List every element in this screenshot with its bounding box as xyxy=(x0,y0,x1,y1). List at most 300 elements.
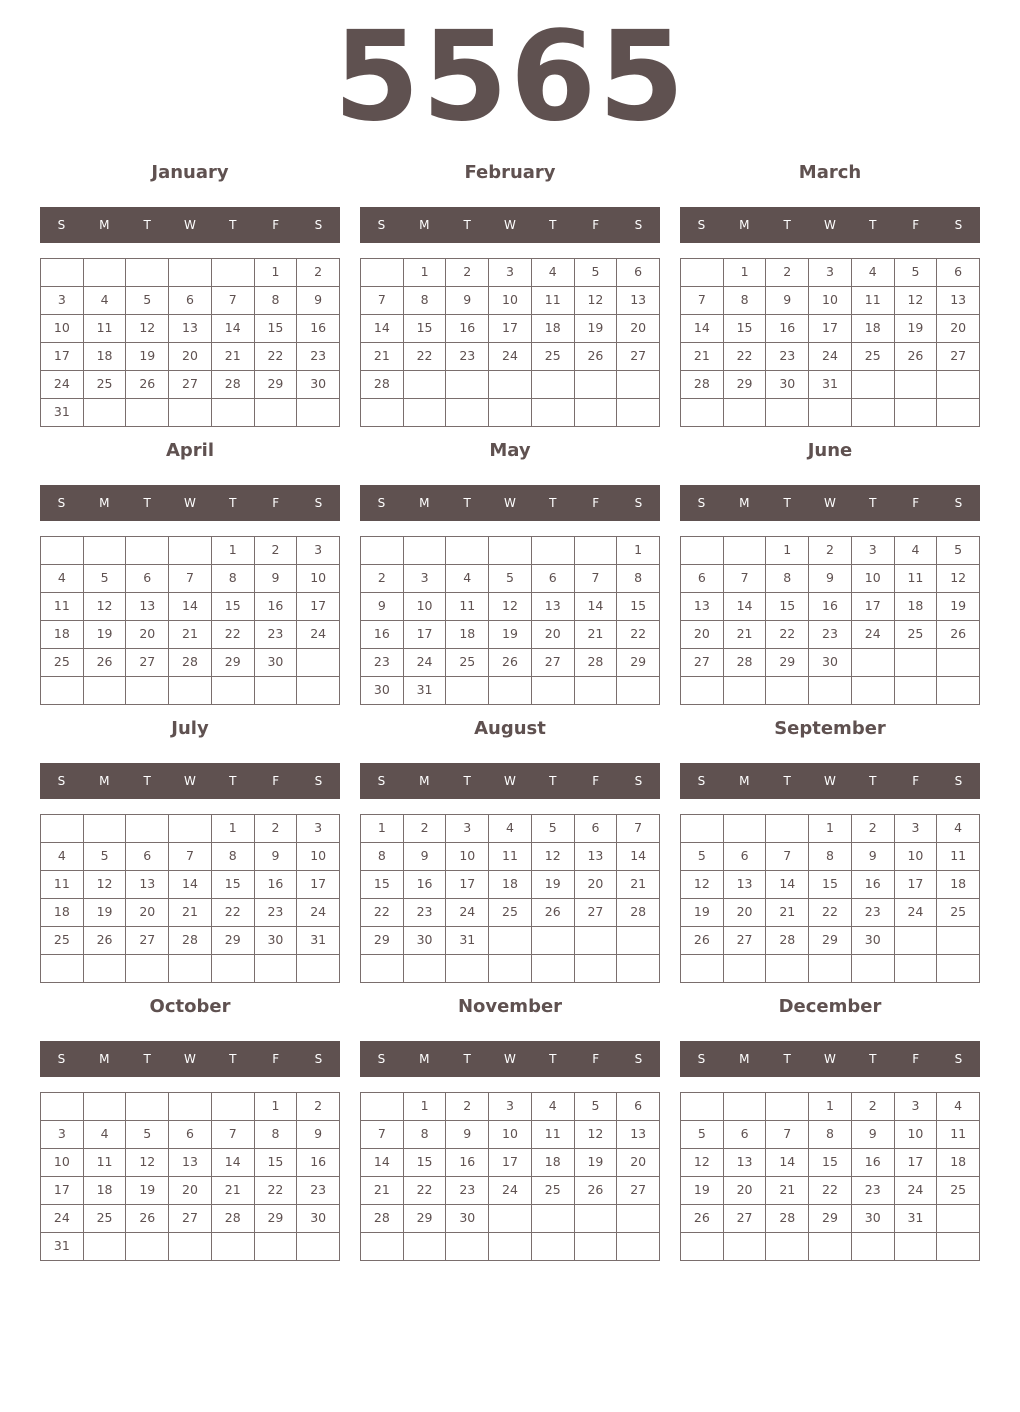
weekday-label: S xyxy=(634,774,643,788)
day-cell: 10 xyxy=(446,843,489,871)
day-cell: 31 xyxy=(41,399,84,427)
empty-cell xyxy=(404,399,447,427)
weekday-label: S xyxy=(377,774,386,788)
day-grid xyxy=(360,536,660,705)
day-cell: 16 xyxy=(852,871,895,899)
day-cell: 20 xyxy=(126,621,169,649)
day-cell: 23 xyxy=(446,1177,489,1205)
weekday-header xyxy=(40,763,340,799)
day-cell: 4 xyxy=(937,815,980,843)
day-cell: 9 xyxy=(404,843,447,871)
weekday-label: F xyxy=(592,496,600,510)
day-cell: 8 xyxy=(255,1121,298,1149)
empty-cell xyxy=(126,1233,169,1261)
day-cell: 30 xyxy=(404,927,447,955)
day-grid xyxy=(360,1092,660,1261)
month-july xyxy=(40,714,340,983)
day-cell: 1 xyxy=(809,1093,852,1121)
empty-cell xyxy=(895,649,938,677)
weekday-label: T xyxy=(549,218,557,232)
empty-cell xyxy=(724,1233,767,1261)
day-cell: 2 xyxy=(809,537,852,565)
day-cell: 26 xyxy=(681,927,724,955)
day-cell: 28 xyxy=(212,1205,255,1233)
empty-cell xyxy=(937,1205,980,1233)
day-cell: 6 xyxy=(532,565,575,593)
day-cell: 8 xyxy=(361,843,404,871)
empty-cell xyxy=(169,259,212,287)
day-cell: 24 xyxy=(809,343,852,371)
empty-cell xyxy=(169,677,212,705)
day-cell: 1 xyxy=(361,815,404,843)
day-cell: 28 xyxy=(212,371,255,399)
day-cell: 14 xyxy=(575,593,618,621)
day-cell: 28 xyxy=(575,649,618,677)
day-cell: 6 xyxy=(724,843,767,871)
day-cell: 11 xyxy=(532,1121,575,1149)
day-cell: 30 xyxy=(852,1205,895,1233)
day-cell: 23 xyxy=(766,343,809,371)
day-cell: 6 xyxy=(169,1121,212,1149)
weekday-label: W xyxy=(504,1052,516,1066)
empty-cell xyxy=(937,1233,980,1261)
day-cell: 8 xyxy=(212,843,255,871)
day-cell: 15 xyxy=(724,315,767,343)
day-cell: 4 xyxy=(84,287,127,315)
day-cell: 28 xyxy=(361,371,404,399)
day-cell: 3 xyxy=(446,815,489,843)
day-cell: 28 xyxy=(766,1205,809,1233)
empty-cell xyxy=(361,1093,404,1121)
weekday-header xyxy=(680,207,980,243)
weekday-label: T xyxy=(549,1052,557,1066)
day-cell: 4 xyxy=(532,1093,575,1121)
day-cell: 7 xyxy=(766,843,809,871)
month-august xyxy=(360,714,660,983)
day-cell: 19 xyxy=(681,1177,724,1205)
empty-cell xyxy=(617,371,660,399)
empty-cell xyxy=(809,677,852,705)
day-cell: 19 xyxy=(126,1177,169,1205)
day-cell: 2 xyxy=(255,815,298,843)
day-grid xyxy=(40,258,340,427)
day-grid xyxy=(680,258,980,427)
day-cell: 10 xyxy=(489,1121,532,1149)
day-cell: 18 xyxy=(532,1149,575,1177)
empty-cell xyxy=(489,1205,532,1233)
weekday-header xyxy=(360,1041,660,1077)
day-cell: 26 xyxy=(575,343,618,371)
day-cell: 10 xyxy=(852,565,895,593)
day-cell: 2 xyxy=(404,815,447,843)
day-cell: 12 xyxy=(126,1149,169,1177)
day-grid xyxy=(40,536,340,705)
weekday-header xyxy=(40,485,340,521)
weekday-header xyxy=(680,1041,980,1077)
empty-cell xyxy=(126,815,169,843)
day-cell: 24 xyxy=(489,343,532,371)
day-cell: 19 xyxy=(84,899,127,927)
month-march xyxy=(680,158,980,427)
empty-cell xyxy=(575,537,618,565)
weekday-label: T xyxy=(869,496,877,510)
day-cell: 30 xyxy=(255,649,298,677)
day-cell: 20 xyxy=(724,899,767,927)
day-cell: 22 xyxy=(809,1177,852,1205)
empty-cell xyxy=(532,677,575,705)
day-cell: 22 xyxy=(809,899,852,927)
day-cell: 16 xyxy=(809,593,852,621)
day-cell: 8 xyxy=(766,565,809,593)
day-cell: 3 xyxy=(489,1093,532,1121)
day-cell: 21 xyxy=(212,1177,255,1205)
day-cell: 25 xyxy=(41,649,84,677)
day-cell: 12 xyxy=(895,287,938,315)
day-cell: 24 xyxy=(489,1177,532,1205)
weekday-label: M xyxy=(419,1052,430,1066)
day-cell: 20 xyxy=(169,1177,212,1205)
day-cell: 5 xyxy=(126,1121,169,1149)
empty-cell xyxy=(766,815,809,843)
day-cell: 9 xyxy=(852,843,895,871)
weekday-label: M xyxy=(99,218,110,232)
day-cell: 16 xyxy=(446,1149,489,1177)
empty-cell xyxy=(489,371,532,399)
weekday-label: W xyxy=(504,218,516,232)
empty-cell xyxy=(212,259,255,287)
day-cell: 5 xyxy=(532,815,575,843)
day-cell: 12 xyxy=(489,593,532,621)
empty-cell xyxy=(617,927,660,955)
day-cell: 2 xyxy=(297,1093,340,1121)
day-cell: 18 xyxy=(41,621,84,649)
day-cell: 21 xyxy=(724,621,767,649)
day-cell: 29 xyxy=(212,927,255,955)
day-cell: 21 xyxy=(361,1177,404,1205)
weekday-label: T xyxy=(783,218,791,232)
empty-cell xyxy=(489,1233,532,1261)
day-cell: 15 xyxy=(255,315,298,343)
empty-cell xyxy=(446,677,489,705)
weekday-label: S xyxy=(697,218,706,232)
empty-cell xyxy=(532,1233,575,1261)
empty-cell xyxy=(84,537,127,565)
empty-cell xyxy=(212,1233,255,1261)
day-cell: 16 xyxy=(766,315,809,343)
empty-cell xyxy=(895,1233,938,1261)
weekday-label: S xyxy=(954,1052,963,1066)
empty-cell xyxy=(126,537,169,565)
empty-cell xyxy=(532,927,575,955)
empty-cell xyxy=(532,371,575,399)
day-cell: 29 xyxy=(255,371,298,399)
weekday-label: S xyxy=(57,496,66,510)
day-cell: 10 xyxy=(41,315,84,343)
day-cell: 26 xyxy=(681,1205,724,1233)
day-cell: 31 xyxy=(41,1233,84,1261)
day-cell: 1 xyxy=(404,259,447,287)
empty-cell xyxy=(446,371,489,399)
day-cell: 29 xyxy=(617,649,660,677)
day-cell: 5 xyxy=(681,843,724,871)
weekday-label: T xyxy=(463,1052,471,1066)
month-title: May xyxy=(489,440,531,461)
empty-cell xyxy=(169,1233,212,1261)
day-grid xyxy=(680,536,980,705)
weekday-label: S xyxy=(314,1052,323,1066)
day-cell: 24 xyxy=(41,1205,84,1233)
empty-cell xyxy=(617,399,660,427)
empty-cell xyxy=(361,955,404,983)
empty-cell xyxy=(681,1093,724,1121)
weekday-header xyxy=(360,485,660,521)
weekday-label: M xyxy=(419,218,430,232)
day-cell: 24 xyxy=(446,899,489,927)
day-cell: 16 xyxy=(297,315,340,343)
empty-cell xyxy=(937,371,980,399)
day-cell: 18 xyxy=(937,1149,980,1177)
day-cell: 21 xyxy=(766,1177,809,1205)
weekday-label: T xyxy=(143,1052,151,1066)
day-cell: 10 xyxy=(404,593,447,621)
day-cell: 11 xyxy=(489,843,532,871)
day-cell: 10 xyxy=(297,843,340,871)
empty-cell xyxy=(212,1093,255,1121)
empty-cell xyxy=(41,955,84,983)
day-cell: 21 xyxy=(361,343,404,371)
day-cell: 18 xyxy=(84,1177,127,1205)
day-cell: 9 xyxy=(446,287,489,315)
day-cell: 13 xyxy=(617,1121,660,1149)
empty-cell xyxy=(852,677,895,705)
day-cell: 18 xyxy=(532,315,575,343)
empty-cell xyxy=(446,955,489,983)
day-cell: 11 xyxy=(895,565,938,593)
day-cell: 24 xyxy=(297,899,340,927)
day-cell: 27 xyxy=(937,343,980,371)
day-cell: 24 xyxy=(297,621,340,649)
empty-cell xyxy=(297,955,340,983)
day-cell: 14 xyxy=(766,871,809,899)
day-cell: 12 xyxy=(575,1121,618,1149)
weekday-label: M xyxy=(419,774,430,788)
day-cell: 4 xyxy=(446,565,489,593)
day-cell: 20 xyxy=(169,343,212,371)
empty-cell xyxy=(852,649,895,677)
weekday-label: F xyxy=(272,218,280,232)
day-cell: 27 xyxy=(724,1205,767,1233)
day-cell: 11 xyxy=(852,287,895,315)
day-cell: 12 xyxy=(84,593,127,621)
empty-cell xyxy=(681,537,724,565)
empty-cell xyxy=(361,1233,404,1261)
weekday-label: T xyxy=(549,774,557,788)
day-cell: 15 xyxy=(617,593,660,621)
day-cell: 24 xyxy=(404,649,447,677)
day-cell: 19 xyxy=(489,621,532,649)
day-cell: 13 xyxy=(126,871,169,899)
weekday-header xyxy=(360,763,660,799)
day-cell: 27 xyxy=(681,649,724,677)
weekday-label: S xyxy=(377,1052,386,1066)
day-cell: 1 xyxy=(724,259,767,287)
day-grid xyxy=(40,814,340,983)
weekday-label: M xyxy=(99,1052,110,1066)
day-cell: 8 xyxy=(724,287,767,315)
empty-cell xyxy=(766,1233,809,1261)
day-cell: 21 xyxy=(617,871,660,899)
weekday-label: T xyxy=(229,218,237,232)
day-cell: 8 xyxy=(809,1121,852,1149)
weekday-label: S xyxy=(314,218,323,232)
empty-cell xyxy=(724,537,767,565)
day-cell: 14 xyxy=(617,843,660,871)
day-cell: 20 xyxy=(617,315,660,343)
day-cell: 15 xyxy=(212,871,255,899)
day-cell: 22 xyxy=(255,343,298,371)
empty-cell xyxy=(766,677,809,705)
empty-cell xyxy=(895,677,938,705)
day-cell: 30 xyxy=(297,1205,340,1233)
day-cell: 12 xyxy=(681,1149,724,1177)
day-cell: 19 xyxy=(681,899,724,927)
weekday-label: T xyxy=(549,496,557,510)
empty-cell xyxy=(575,399,618,427)
day-cell: 19 xyxy=(84,621,127,649)
day-cell: 12 xyxy=(681,871,724,899)
empty-cell xyxy=(41,537,84,565)
day-cell: 17 xyxy=(404,621,447,649)
month-title: September xyxy=(774,718,886,739)
empty-cell xyxy=(532,955,575,983)
day-cell: 5 xyxy=(84,565,127,593)
day-cell: 15 xyxy=(361,871,404,899)
day-cell: 28 xyxy=(169,927,212,955)
day-cell: 24 xyxy=(852,621,895,649)
empty-cell xyxy=(212,677,255,705)
weekday-header xyxy=(40,1041,340,1077)
day-cell: 8 xyxy=(212,565,255,593)
weekday-label: F xyxy=(592,774,600,788)
weekday-label: T xyxy=(869,1052,877,1066)
month-november xyxy=(360,992,660,1261)
day-cell: 17 xyxy=(41,1177,84,1205)
empty-cell xyxy=(895,955,938,983)
empty-cell xyxy=(809,1233,852,1261)
empty-cell xyxy=(126,955,169,983)
day-cell: 28 xyxy=(617,899,660,927)
day-cell: 4 xyxy=(532,259,575,287)
empty-cell xyxy=(446,1233,489,1261)
day-cell: 20 xyxy=(617,1149,660,1177)
day-cell: 14 xyxy=(724,593,767,621)
empty-cell xyxy=(724,677,767,705)
day-cell: 3 xyxy=(809,259,852,287)
empty-cell xyxy=(766,1093,809,1121)
day-cell: 16 xyxy=(297,1149,340,1177)
day-cell: 5 xyxy=(489,565,532,593)
empty-cell xyxy=(852,371,895,399)
day-cell: 23 xyxy=(446,343,489,371)
day-cell: 23 xyxy=(404,899,447,927)
empty-cell xyxy=(489,537,532,565)
day-cell: 6 xyxy=(126,565,169,593)
day-cell: 14 xyxy=(361,1149,404,1177)
empty-cell xyxy=(84,955,127,983)
day-cell: 29 xyxy=(809,1205,852,1233)
day-cell: 5 xyxy=(575,259,618,287)
day-cell: 22 xyxy=(404,343,447,371)
day-cell: 13 xyxy=(617,287,660,315)
day-cell: 9 xyxy=(361,593,404,621)
weekday-label: T xyxy=(229,1052,237,1066)
day-cell: 2 xyxy=(852,815,895,843)
day-cell: 9 xyxy=(255,565,298,593)
day-cell: 21 xyxy=(575,621,618,649)
month-title: February xyxy=(464,162,556,183)
day-cell: 1 xyxy=(766,537,809,565)
day-cell: 29 xyxy=(255,1205,298,1233)
day-cell: 30 xyxy=(809,649,852,677)
weekday-label: T xyxy=(143,774,151,788)
weekday-label: T xyxy=(869,218,877,232)
empty-cell xyxy=(255,399,298,427)
day-cell: 3 xyxy=(895,815,938,843)
day-cell: 23 xyxy=(255,899,298,927)
weekday-label: M xyxy=(739,1052,750,1066)
day-cell: 11 xyxy=(446,593,489,621)
day-cell: 11 xyxy=(41,871,84,899)
weekday-header xyxy=(360,207,660,243)
day-cell: 22 xyxy=(361,899,404,927)
empty-cell xyxy=(126,399,169,427)
day-cell: 2 xyxy=(446,259,489,287)
day-cell: 18 xyxy=(852,315,895,343)
day-cell: 3 xyxy=(404,565,447,593)
weekday-label: W xyxy=(184,1052,196,1066)
empty-cell xyxy=(575,1233,618,1261)
day-cell: 29 xyxy=(361,927,404,955)
empty-cell xyxy=(84,399,127,427)
weekday-label: S xyxy=(634,218,643,232)
empty-cell xyxy=(361,259,404,287)
day-cell: 1 xyxy=(212,815,255,843)
day-cell: 2 xyxy=(446,1093,489,1121)
empty-cell xyxy=(297,1233,340,1261)
day-cell: 7 xyxy=(212,1121,255,1149)
day-cell: 17 xyxy=(41,343,84,371)
day-cell: 14 xyxy=(212,1149,255,1177)
empty-cell xyxy=(852,1233,895,1261)
day-cell: 1 xyxy=(212,537,255,565)
empty-cell xyxy=(41,815,84,843)
weekday-label: M xyxy=(739,218,750,232)
day-cell: 3 xyxy=(852,537,895,565)
weekday-label: M xyxy=(739,496,750,510)
empty-cell xyxy=(575,955,618,983)
weekday-label: T xyxy=(143,218,151,232)
day-cell: 16 xyxy=(852,1149,895,1177)
weekday-label: M xyxy=(99,774,110,788)
weekday-label: M xyxy=(739,774,750,788)
day-cell: 8 xyxy=(617,565,660,593)
empty-cell xyxy=(255,955,298,983)
day-cell: 18 xyxy=(41,899,84,927)
day-cell: 10 xyxy=(297,565,340,593)
empty-cell xyxy=(681,815,724,843)
day-cell: 9 xyxy=(852,1121,895,1149)
day-cell: 4 xyxy=(489,815,532,843)
